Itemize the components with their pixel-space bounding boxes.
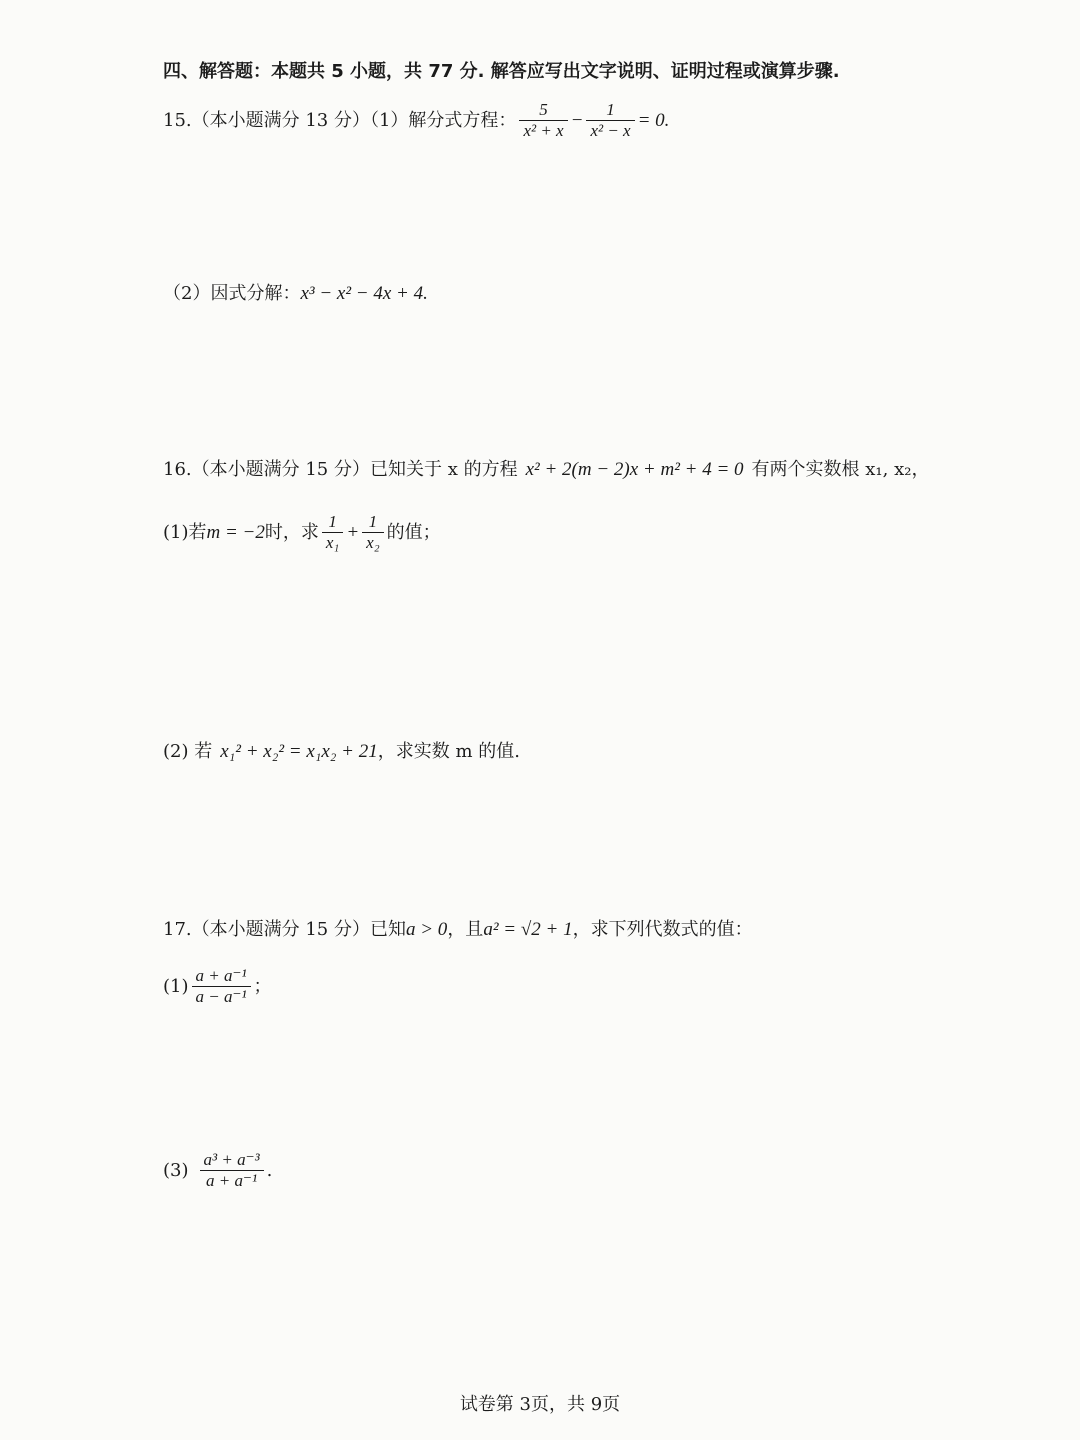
q16-intro: 16.（本小题满分 15 分）已知关于 x 的方程 — [163, 459, 518, 480]
q16-plus: + — [346, 521, 360, 543]
q15-fraction-1 — [519, 100, 567, 141]
q16-part2-prefix: (2) 若 — [163, 741, 213, 762]
q15-part2-expression: x³ − x² − 4x + 4. — [300, 283, 428, 304]
q17-intro: 17.（本小题满分 15 分）已知 — [163, 919, 406, 940]
q17-condition-2: a² = √2 + 1 — [483, 919, 573, 940]
q17-part1-label: (1) — [163, 975, 189, 997]
question-16-part-2 — [163, 740, 520, 764]
question-17-part-3 — [163, 1150, 272, 1191]
q16-tail: 有两个实数根 x₁, x₂， — [751, 459, 930, 480]
q15-minus: − — [570, 109, 584, 131]
q17-part1-fraction — [192, 966, 251, 1007]
q17-p3-denominator: a + a⁻¹ — [206, 1171, 258, 1190]
q17-part3-suffix: . — [266, 1159, 273, 1181]
q17-p3-numerator: a³ + a⁻³ — [203, 1150, 260, 1169]
q17-p1-numerator: a + a⁻¹ — [195, 966, 247, 985]
q16-part1-prefix: (1)若 — [163, 521, 207, 543]
q16-part1-condition: m = −2 — [206, 521, 265, 543]
q17-condition-1: a > 0 — [405, 919, 448, 940]
page-footer: 试卷第 3页，共 9页 — [459, 1394, 621, 1415]
q16-f2-numerator: 1 — [368, 512, 378, 531]
q16-part1-mid: 时，求 — [264, 521, 319, 543]
q15-part2-label: （2）因式分解： — [163, 283, 301, 304]
q16-f1-numerator: 1 — [328, 512, 337, 531]
q17-part3-label: (3) — [163, 1159, 189, 1181]
q16-f2-denominator: x₂ — [366, 533, 380, 552]
q16-fraction-2 — [362, 512, 383, 553]
question-16 — [163, 458, 929, 482]
q15-rhs: = 0. — [637, 109, 670, 131]
q16-equation: x² + 2(m − 2)x + m² + 4 = 0 — [525, 459, 744, 480]
q16-part1-suffix: 的值； — [386, 521, 441, 543]
section-title: 四、解答题：本题共 5 小题，共 77 分. 解答应写出文字说明、证明过程或演算步骤. — [163, 61, 840, 82]
q17-tail: ，求下列代数式的值： — [572, 919, 753, 940]
q16-fraction-1 — [322, 512, 343, 553]
q16-part2-suffix: ，求实数 m 的值. — [377, 741, 520, 762]
q15-intro: 15.（本小题满分 13 分）（1）解分式方程： — [163, 109, 517, 131]
q17-part1-suffix: ； — [253, 975, 272, 997]
q15-frac2-numerator: 1 — [606, 100, 615, 119]
question-15-part-2 — [163, 282, 428, 306]
q17-mid: ，且 — [447, 919, 484, 940]
q16-part2-expression: x₁² + x₂² = x₁x₂ + 21 — [220, 741, 378, 762]
q15-frac1-numerator: 5 — [539, 100, 548, 119]
question-16-part-1 — [163, 512, 441, 553]
q15-frac1-denominator: x² + x — [523, 121, 564, 140]
question-17-part-1 — [163, 966, 272, 1007]
q16-f1-denominator: x₁ — [325, 533, 340, 552]
q15-fraction-2 — [586, 100, 634, 141]
q17-part3-fraction — [200, 1150, 264, 1191]
question-15 — [163, 100, 669, 141]
q15-frac2-denominator: x² − x — [590, 121, 631, 140]
q17-p1-denominator: a − a⁻¹ — [195, 987, 247, 1006]
question-17 — [163, 918, 753, 942]
